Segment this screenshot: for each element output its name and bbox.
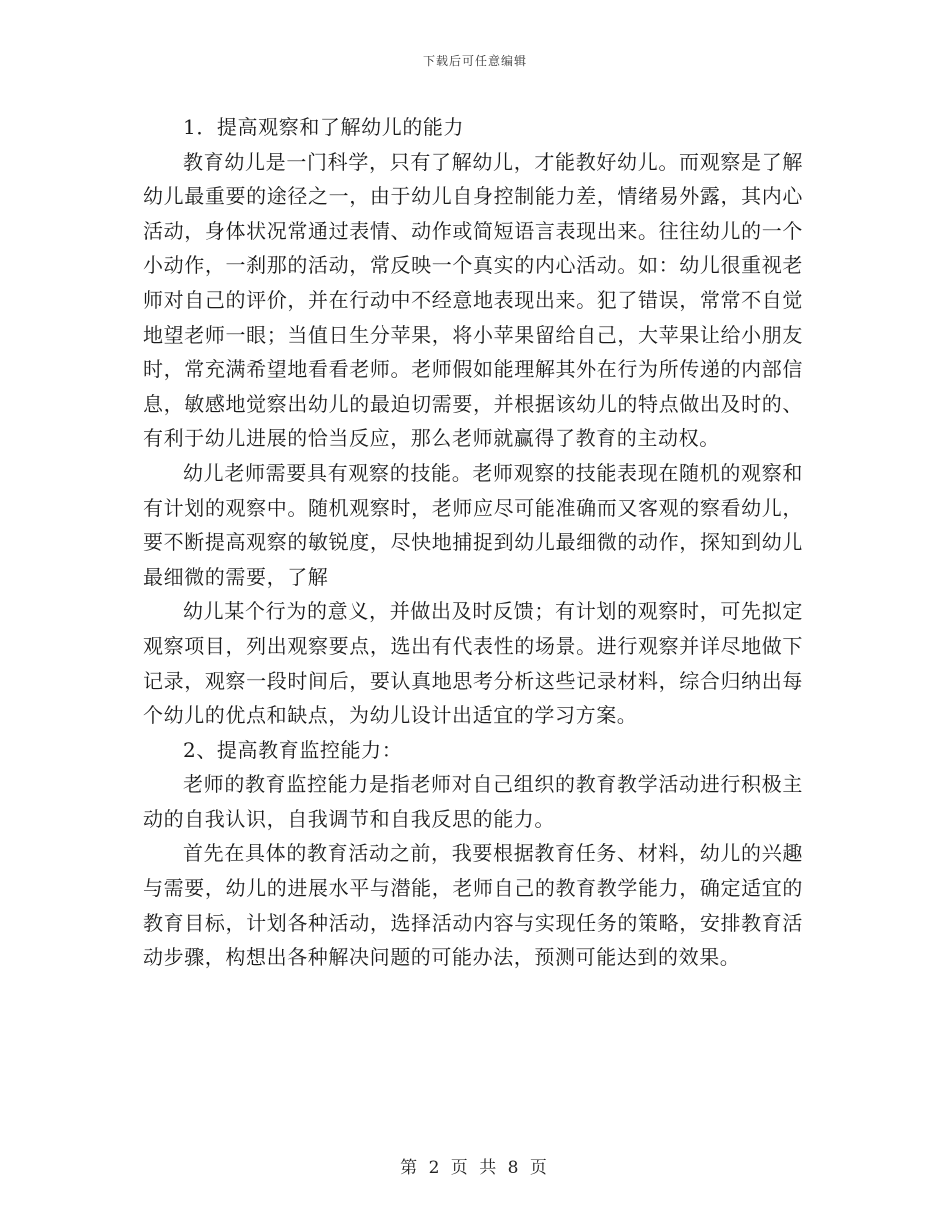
paragraph-monitoring-definition: 老师的教育监控能力是指老师对自己组织的教育教学活动进行积极主动的自我认识，自我调节和自我反思的能力。 xyxy=(143,772,803,831)
document-body xyxy=(143,110,803,975)
page-header: 下载后可任意编辑 xyxy=(422,54,527,68)
page-number: 第 2 页 共 8 页 xyxy=(400,1158,550,1178)
paragraph-observation-planned: 幼儿某个行为的意义，并做出及时反馈；有计划的观察时，可先拟定观察项目，列出观察要点，选出有代表性的场景。进行观察并详尽地做下记录，观察一段时间后，要认真地思考分析这些记录材料，综合归纳出每个幼儿的优点和缺点，为幼儿设计出适宜的学习方案。 xyxy=(143,599,803,728)
section-heading-monitoring: 2、提高教育监控能力： xyxy=(183,737,403,762)
paragraph-monitoring-planning: 首先在具体的教育活动之前，我要根据教育任务、材料，幼儿的兴趣与需要，幼儿的进展水平与潜能，老师自己的教育教学能力，确定适宜的教育目标，计划各种活动，选择活动内容与实现任务的策略，安排教育活动步骤，构想出各种解决问题的可能办法，预测可能达到的效果。 xyxy=(143,841,803,970)
section-heading-observation: 1．提高观察和了解幼儿的能力 xyxy=(183,115,465,139)
paragraph-observation-skills: 幼儿老师需要具有观察的技能。老师观察的技能表现在随机的观察和有计划的观察中。随机观察时，老师应尽可能准确而又客观的察看幼儿，要不断提高观察的敏锐度，尽快地捕捉到幼儿最细微的动作，探知到幼儿最细微的需要，了解 xyxy=(143,460,803,589)
paragraph-observation-intro: 教育幼儿是一门科学，只有了解幼儿，才能教好幼儿。而观察是了解幼儿最重要的途径之一，由于幼儿自身控制能力差，情绪易外露，其内心活动，身体状况常通过表情、动作或简短语言表现出来。往往幼儿的一个小动作，一刹那的活动，常反映一个真实的内心活动。如：幼儿很重视老师对自己的评价，并在行动中不经意地表现出来。犯了错误，常常不自觉地望老师一眼；当值日生分苹果，将小苹果留给自己，大苹果让给小朋友时，常充满希望地看看老师。老师假如能理解其外在行为所传递的内部信息，敏感地觉察出幼儿的最迫切需要，并根据该幼儿的特点做出及时的、有利于幼儿进展的恰当反应，那么老师就赢得了教育的主动权。 xyxy=(143,149,803,451)
